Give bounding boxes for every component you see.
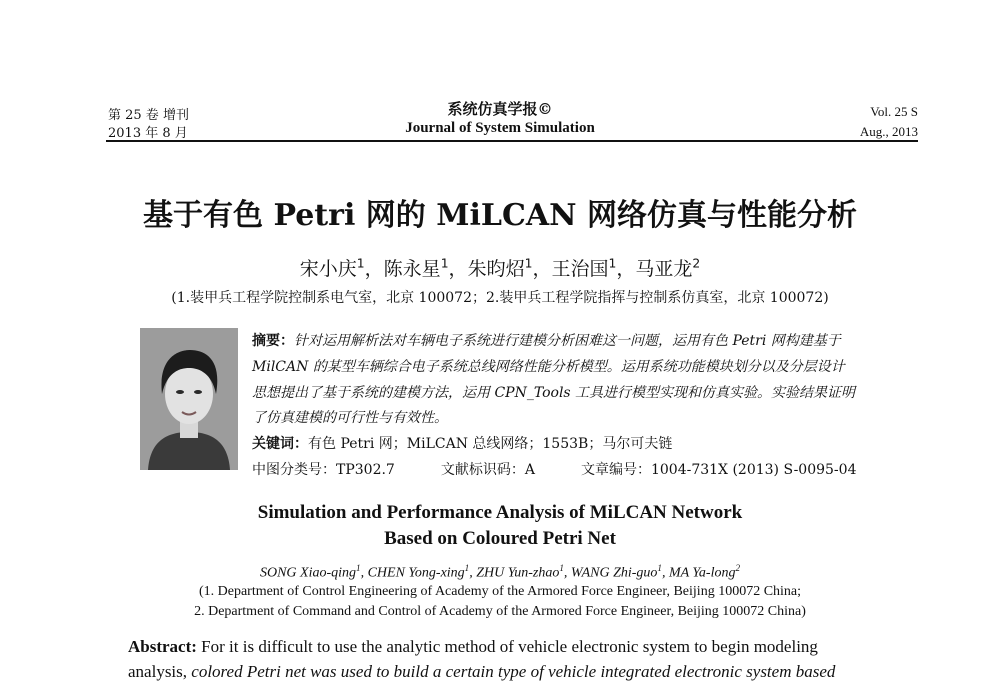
author-photo: [140, 328, 238, 470]
cn-author-affil-mark: 1: [524, 256, 533, 271]
abstract-cn-text: 针对运用解析法对车辆电子系统进行建模分析困难这一问题，运用有色 Petri 网构建基于: [294, 333, 841, 349]
paper-title-en-line2: Based on Coloured Petri Net: [384, 528, 616, 549]
abstract-en-text-italic: colored Petri net was used to build a certain type of vehicle integrated electronic system based: [191, 662, 836, 681]
cn-author-name: 陈永星: [383, 258, 441, 280]
en-author-affil-mark: 1: [657, 563, 662, 573]
volume-en: Vol. 25 S: [870, 104, 918, 119]
en-author-name: WANG Zhi-guo: [570, 565, 658, 581]
classification-line: [252, 459, 856, 479]
en-author-separator: ,: [563, 565, 571, 581]
paper-title-en-line1: Simulation and Performance Analysis of MiLCAN Network: [257, 502, 743, 523]
keywords-cn: [252, 433, 672, 453]
en-author-affil-mark: 2: [735, 563, 741, 573]
abstract-en-label: Abstract:: [128, 637, 197, 656]
en-author-affil-mark: 1: [464, 563, 470, 573]
en-author-affil-mark: 1: [356, 563, 361, 573]
cn-author-affil-mark: 1: [356, 256, 365, 271]
cn-author-separator: ，: [448, 258, 468, 280]
header-rule: [106, 140, 918, 142]
cn-author-affil-mark: 2: [692, 256, 701, 271]
cn-author-name: 马亚龙: [635, 258, 693, 280]
keywords-cn-text: 有色 Petri 网；MiLCAN 总线网络；1553B；马尔可夫链: [308, 436, 673, 452]
keywords-cn-label: 关键词：: [252, 436, 308, 452]
affiliation-en-line2: 2. Department of Command and Control of Academy of the Armored Force Engineer, Beijing 100072 China): [194, 604, 806, 619]
en-author-name: CHEN Yong-xing: [367, 565, 465, 581]
abstract-cn-line: 思想提出了基于系统的建模方法，运用 CPN_Tools 工具进行模型实现和仿真实验。实验结果证明: [252, 385, 856, 401]
abstract-cn-line: MilCAN 的某型车辆综合电子系统总线网络性能分析模型。运用系统功能模块划分以及分层设计: [252, 359, 845, 375]
doc-code-value: A: [524, 462, 535, 478]
abstract-cn-label: 摘要：: [252, 333, 294, 349]
class-number-label: 中图分类号：: [252, 462, 336, 478]
abstract-en-line2: [128, 662, 835, 682]
en-author-name: SONG Xiao-qing: [259, 565, 357, 581]
en-author-name: MA Ya-long: [668, 565, 736, 581]
abstract-cn-line: 了仿真建模的可行性与有效性。: [252, 410, 448, 426]
affiliation-en-line1: (1. Department of Control Engineering of Academy of the Armored Force Engineer, Beijing 100072 China;: [198, 584, 802, 599]
article-number-value: 1004-731X (2013) S-0095-04: [650, 462, 857, 478]
abstract-en-text-normal: analysis,: [128, 662, 192, 681]
en-author-separator: ,: [661, 565, 669, 581]
author-list-cn: [0, 254, 1000, 281]
en-author-separator: ,: [360, 565, 368, 581]
en-author-separator: ,: [469, 565, 477, 581]
doc-code-label: 文献标识码：: [440, 462, 525, 478]
abstract-en-line1: [128, 637, 818, 657]
abstract-en-text: For it is difficult to use the analytic method of vehicle electronic system to begin modeling: [196, 637, 818, 656]
cn-author-name: 宋小庆: [299, 258, 357, 280]
author-photo-portrait: [140, 328, 238, 470]
abstract-cn-line: [252, 330, 841, 350]
publication-date: 2013 年 8 月: [108, 126, 188, 141]
volume-issue: 第 25 卷 增刊: [108, 108, 189, 123]
date-en: Aug., 2013: [859, 124, 918, 139]
article-number-label: 文章编号：: [580, 462, 651, 478]
cn-author-name: 王治国: [551, 258, 609, 280]
affiliation-cn: (1.装甲兵工程学院控制系电气室，北京 100072；2.装甲兵工程学院指挥与控制系仿真室，北京 100072): [171, 290, 829, 306]
paper-title-cn: 基于有色 Petri 网的 MiLCAN 网络仿真与性能分析: [143, 198, 857, 233]
cn-author-name: 朱昀炤: [467, 258, 525, 280]
en-author-affil-mark: 1: [559, 563, 564, 573]
cn-author-affil-mark: 1: [608, 256, 617, 271]
author-list-en: [0, 563, 1000, 582]
en-author-name: ZHU Yun-zhao: [476, 565, 560, 581]
cn-author-separator: ，: [532, 258, 552, 280]
cn-author-affil-mark: 1: [440, 256, 449, 271]
class-number-value: TP302.7: [336, 462, 395, 478]
journal-name-en: Journal of System Simulation: [405, 120, 595, 136]
cn-author-separator: ，: [616, 258, 636, 280]
cn-author-separator: ，: [364, 258, 384, 280]
journal-name-cn: 系统仿真学报©: [447, 100, 553, 118]
